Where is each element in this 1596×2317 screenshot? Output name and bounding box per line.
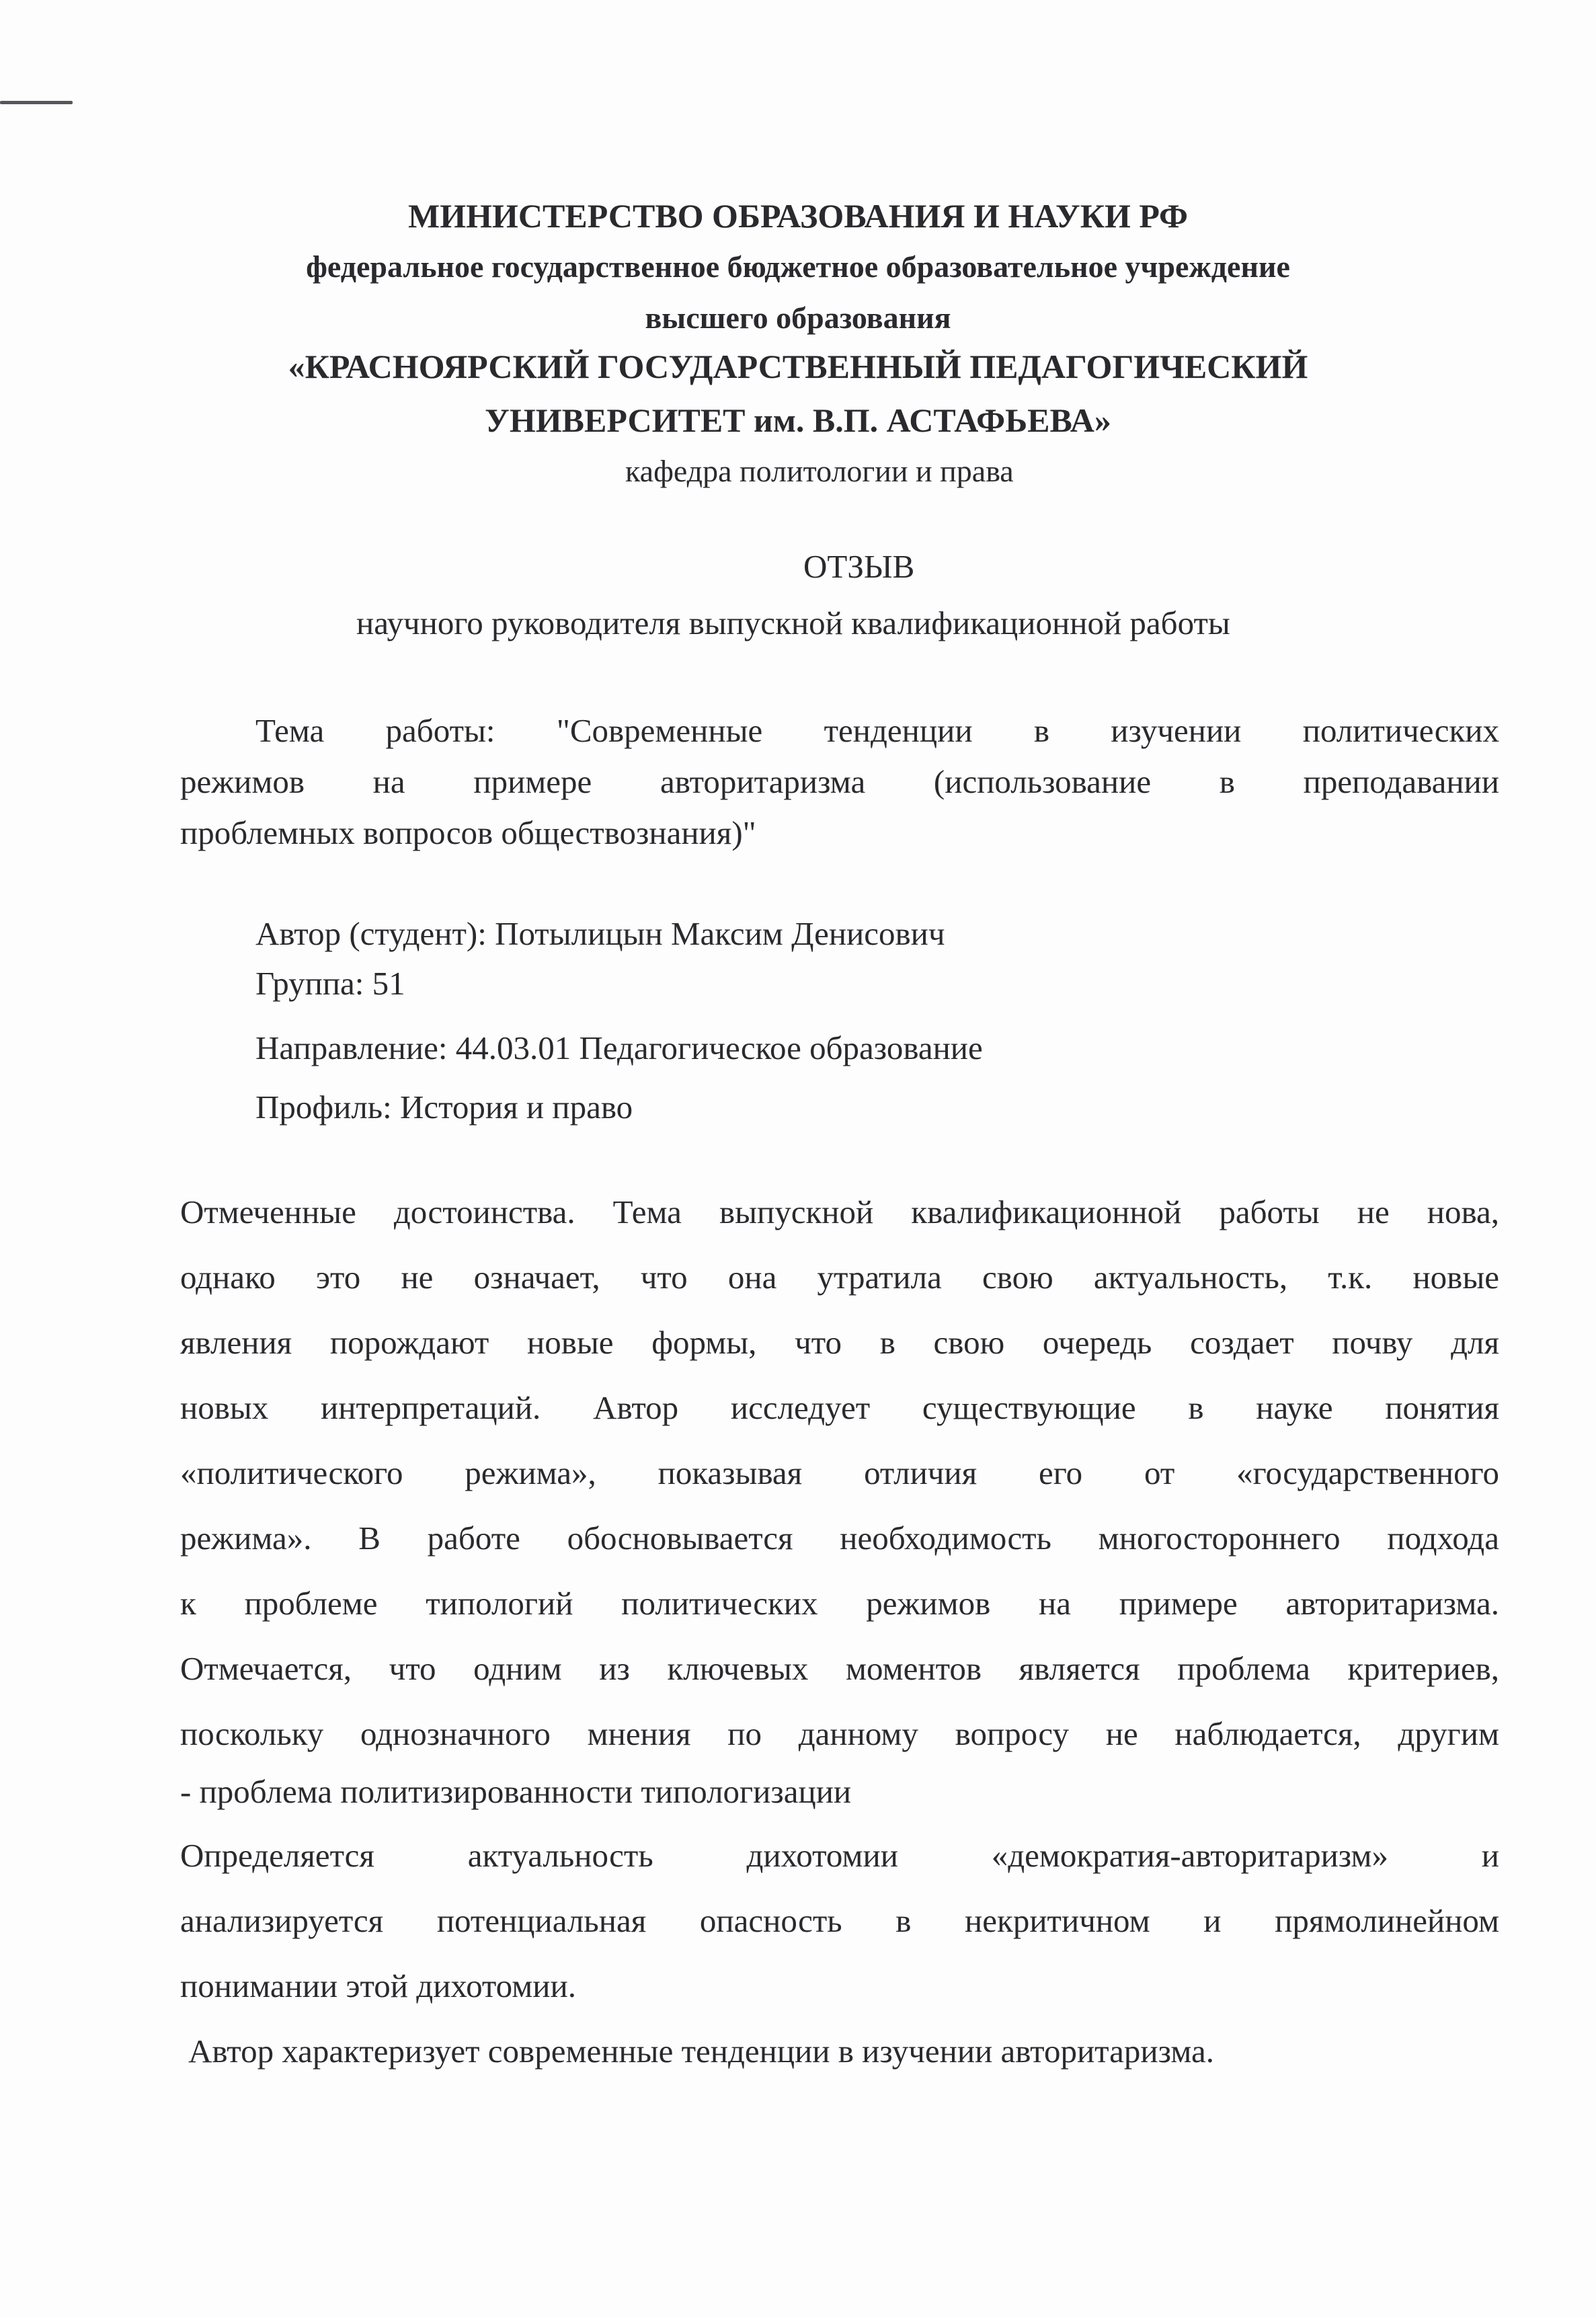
topic-line: Тема работы: "Современные тенденции в изучении политических bbox=[255, 712, 1499, 749]
university-name-line-1: «КРАСНОЯРСКИЙ ГОСУДАРСТВЕННЫЙ ПЕДАГОГИЧЕСКИЙ bbox=[288, 348, 1308, 385]
document-subtitle: научного руководителя выпускной квалификационной работы bbox=[356, 604, 1230, 641]
body-line: понимании этой дихотомии. bbox=[180, 1967, 576, 2004]
direction-field: Направление: 44.03.01 Педагогическое образование bbox=[255, 1029, 983, 1066]
ministry-heading: МИНИСТЕРСТВО ОБРАЗОВАНИЯ И НАУКИ РФ bbox=[408, 197, 1188, 235]
body-line: анализируется потенциальная опасность в некритичном и прямолинейном bbox=[180, 1902, 1499, 1939]
body-line: Отмечается, что одним из ключевых моментов является проблема критериев, bbox=[180, 1650, 1499, 1687]
body-line: поскольку однозначного мнения по данному вопросу не наблюдается, другим bbox=[180, 1715, 1499, 1752]
profile-field: Профиль: История и право bbox=[255, 1089, 633, 1126]
topic-line: режимов на примере авторитаризма (использование в преподавании bbox=[180, 763, 1499, 800]
university-name-line-2: УНИВЕРСИТЕТ им. В.П. АСТАФЬЕВА» bbox=[485, 401, 1111, 439]
body-line: Отмеченные достоинства. Тема выпускной квалификационной работы не нова, bbox=[180, 1193, 1499, 1230]
body-line: «политического режима», показывая отличия его от «государственного bbox=[180, 1454, 1499, 1491]
body-line: режима». В работе обосновывается необходимость многостороннего подхода bbox=[180, 1520, 1499, 1557]
institution-type-line-2: высшего образования bbox=[645, 301, 951, 335]
body-line: однако это не означает, что она утратила свою актуальность, т.к. новые bbox=[180, 1259, 1499, 1296]
author-field: Автор (студент): Потылицын Максим Денисович bbox=[255, 915, 945, 952]
scan-edge-mark bbox=[0, 101, 73, 104]
department-name: кафедра политологии и права bbox=[625, 454, 1014, 488]
document-title: ОТЗЫВ bbox=[803, 548, 915, 585]
group-field: Группа: 51 bbox=[255, 965, 405, 1002]
body-line: Определяется актуальность дихотомии «демократия-авторитаризм» и bbox=[180, 1837, 1499, 1874]
institution-type-line-1: федеральное государственное бюджетное образовательное учреждение bbox=[306, 249, 1290, 284]
body-line: новых интерпретаций. Автор исследует существующие в науке понятия bbox=[180, 1389, 1499, 1426]
body-line: Автор характеризует современные тенденции в изучении авторитаризма. bbox=[188, 2033, 1214, 2070]
body-line: - проблема политизированности типологизации bbox=[180, 1773, 852, 1810]
body-line: явления порождают новые формы, что в свою очередь создает почву для bbox=[180, 1324, 1499, 1361]
topic-line: проблемных вопросов обществознания)" bbox=[180, 814, 756, 851]
body-line: к проблеме типологий политических режимов на примере авторитаризма. bbox=[180, 1585, 1499, 1622]
